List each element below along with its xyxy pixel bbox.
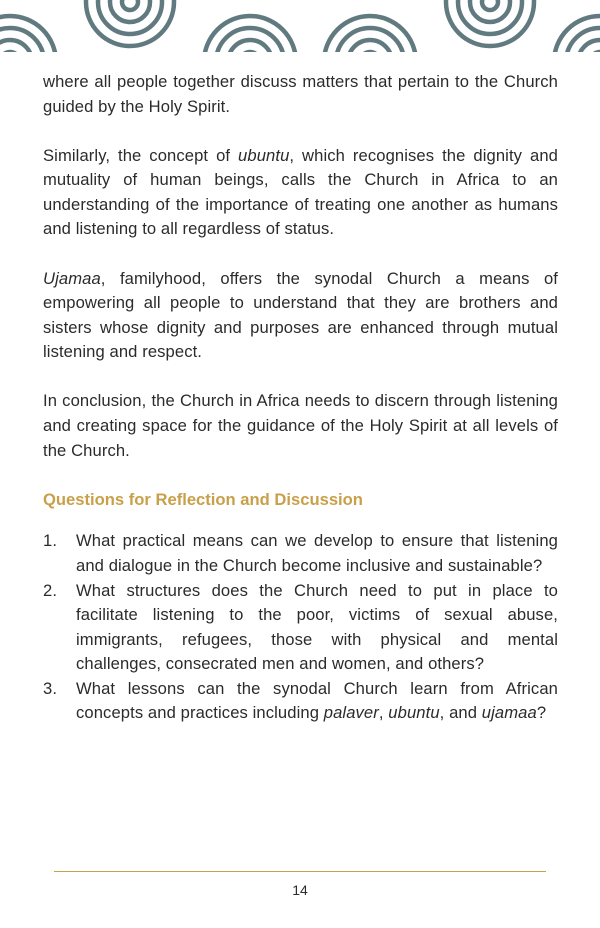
- paragraph-text: where all people together discuss matters that pertain to the Church guided by the Holy Spirit.: [43, 72, 558, 116]
- list-number: 3.: [43, 678, 58, 698]
- list-item: [43, 529, 558, 578]
- term-ubuntu: ubuntu: [238, 145, 290, 165]
- question-list: [43, 529, 558, 726]
- paragraph-text: Similarly, the concept of: [43, 145, 239, 165]
- page-number: 14: [292, 882, 308, 898]
- list-item: [43, 579, 558, 677]
- term-ujamaa: ujamaa: [481, 703, 537, 723]
- list-number: 1.: [43, 531, 58, 551]
- separator: ,: [378, 703, 389, 723]
- question-text: What practical means can we develop to ensure that listening and dialogue in the Church become inclusive and sustainable?: [76, 531, 558, 575]
- concentric-arcs-icon: [0, 0, 600, 52]
- paragraph-ubuntu: [43, 144, 558, 242]
- paragraph-text: , which recognises the dignity and mutuality of human beings, calls the Church in Africa to an understanding of the importance of treating one another as humans and listening to all regardless of status.: [43, 145, 558, 239]
- question-text: [76, 679, 558, 723]
- question-text-part: ?: [536, 703, 547, 723]
- term-ujamaa: Ujamaa: [43, 268, 101, 288]
- paragraph-text: In conclusion, the Church in Africa needs to discern through listening and creating space for the guidance of the Holy Spirit at all levels of the Church.: [43, 391, 558, 460]
- decorative-header-pattern: [0, 0, 600, 52]
- question-text: What structures does the Church need to put in place to facilitate listening to the poor, victims of sexual abuse, immigrants, refugees, those with physical and mental challenges, consecrated men and women, and others?: [76, 580, 558, 674]
- footer-divider: [54, 871, 546, 872]
- term-ubuntu: ubuntu: [388, 703, 440, 723]
- paragraph-palaver-continuation: [43, 70, 558, 119]
- list-number: 2.: [43, 580, 58, 600]
- paragraph-ujamaa: [43, 267, 558, 365]
- section-heading: Questions for Reflection and Discussion: [43, 489, 363, 509]
- list-item: [43, 677, 558, 726]
- term-palaver: palaver: [323, 703, 379, 723]
- paragraph-conclusion: [43, 389, 558, 463]
- question-text-part: What lessons can the synodal Church learn from African concepts and practices including: [76, 678, 558, 723]
- paragraph-text: , familyhood, offers the synodal Church a means of empowering all people to understand that they are brothers and sisters whose dignity and purposes are enhanced through mutual listening and respect.: [43, 268, 558, 362]
- page-content: [43, 70, 558, 726]
- separator: , and: [439, 703, 482, 723]
